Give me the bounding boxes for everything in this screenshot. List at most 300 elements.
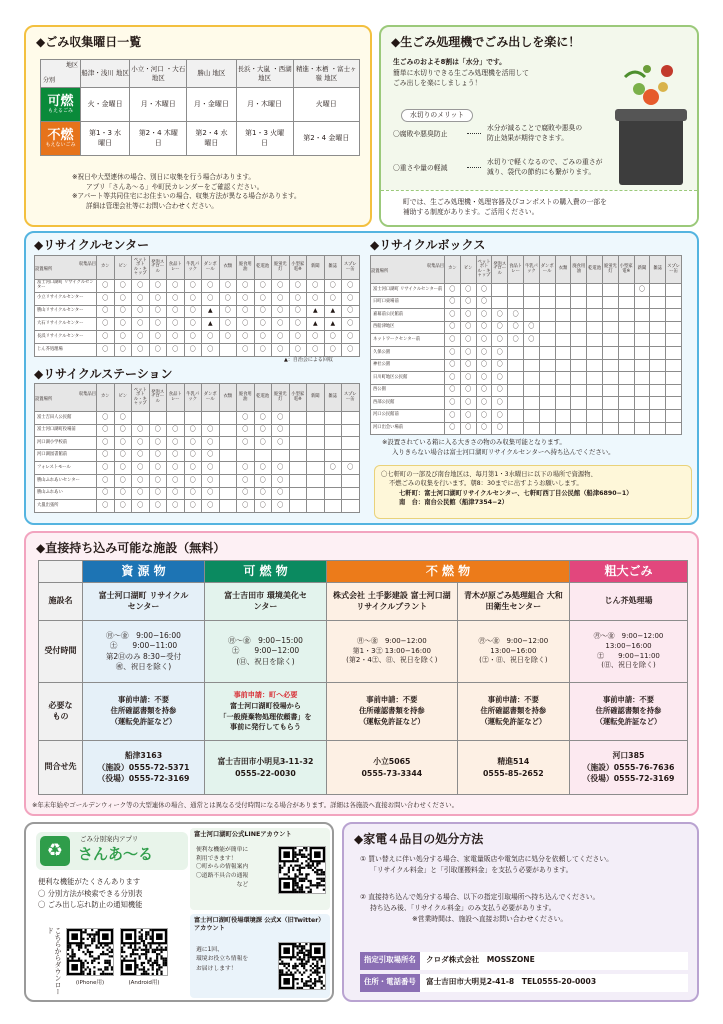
availability-mark: 〇 bbox=[272, 318, 290, 331]
availability-mark bbox=[571, 384, 587, 397]
availability-mark: 〇 bbox=[342, 331, 360, 344]
availability-mark: 〇 bbox=[149, 331, 167, 344]
availability-mark: 〇 bbox=[184, 343, 202, 356]
facility-name: 株式会社 土手影建設 富士河口湖リサイクルプラント bbox=[327, 583, 458, 621]
availability-mark: 〇 bbox=[219, 292, 237, 305]
availability-mark: 〇 bbox=[184, 331, 202, 344]
center-legend: ▲：自治会による回収 bbox=[284, 357, 333, 363]
place1-value: 富士河口湖町リサイクルセンター、七軒町西丁目公民館（船津6890−1） bbox=[424, 489, 633, 497]
availability-mark bbox=[539, 397, 555, 410]
place-name: 長浜リサイクルセンター bbox=[35, 331, 97, 344]
availability-mark: 〇 bbox=[167, 318, 185, 331]
availability-mark: 〇 bbox=[289, 318, 307, 331]
availability-mark bbox=[650, 334, 666, 347]
availability-mark bbox=[602, 409, 618, 422]
availability-mark bbox=[237, 449, 255, 462]
neighborhood-note-line: 不燃ごみの収集を行います。朝8：30までに出すようお願いします。 bbox=[389, 480, 583, 488]
contact-cell bbox=[205, 741, 327, 795]
category-header: 衣類 bbox=[219, 384, 237, 412]
availability-mark: 〇 bbox=[460, 372, 476, 385]
availability-mark bbox=[650, 296, 666, 309]
availability-mark bbox=[602, 384, 618, 397]
availability-mark: 〇 bbox=[184, 487, 202, 500]
availability-mark: 〇 bbox=[184, 424, 202, 437]
availability-mark: 〇 bbox=[445, 334, 461, 347]
availability-mark bbox=[618, 284, 634, 297]
availability-mark bbox=[342, 500, 360, 513]
schedule-note: アプリ「さんあ～る」や町民カレンダーをご確認ください。 bbox=[86, 182, 264, 191]
grid-row bbox=[35, 462, 360, 475]
x-account-text bbox=[196, 946, 248, 974]
availability-mark: 〇 bbox=[132, 292, 150, 305]
availability-mark bbox=[272, 449, 290, 462]
contact-cell bbox=[327, 741, 458, 795]
availability-mark bbox=[508, 346, 524, 359]
availability-mark: 〇 bbox=[97, 343, 115, 356]
availability-mark: 〇 bbox=[132, 318, 150, 331]
needs-cell bbox=[327, 683, 458, 741]
recycle-center-table bbox=[34, 255, 360, 357]
availability-mark bbox=[523, 284, 539, 297]
availability-mark: 〇 bbox=[254, 305, 272, 318]
availability-mark: 〇 bbox=[219, 305, 237, 318]
category-header: 牛乳パック bbox=[184, 256, 202, 280]
app-logo bbox=[36, 832, 188, 870]
availability-mark: 〇 bbox=[492, 422, 508, 435]
availability-mark: 〇 bbox=[167, 331, 185, 344]
availability-mark bbox=[602, 359, 618, 372]
category-header: 発泡スチロール bbox=[149, 384, 167, 412]
header-place-label: 設置場所 bbox=[371, 268, 389, 274]
availability-mark: 〇 bbox=[254, 500, 272, 513]
merit-body-line: 水切りで軽くなるので、ごみの重さが bbox=[487, 158, 603, 166]
availability-mark bbox=[634, 422, 650, 435]
availability-mark bbox=[492, 284, 508, 297]
line-qr-code[interactable] bbox=[278, 846, 326, 894]
availability-mark: 〇 bbox=[114, 487, 132, 500]
place1-label: 七軒町： bbox=[399, 489, 425, 497]
availability-mark: 〇 bbox=[237, 412, 255, 425]
availability-mark: 〇 bbox=[476, 384, 492, 397]
needs-line: 事前申請：不要 bbox=[487, 695, 539, 705]
place-name: 河口出会い場前 bbox=[371, 422, 445, 435]
availability-mark bbox=[508, 422, 524, 435]
facilities-footnote: ※年末年始やゴールデンウィーク等の大型連休の場合、通常とは異なる受付時間になる場合があります。詳細は各施設へ直接お問い合わせください。 bbox=[32, 801, 458, 809]
availability-mark bbox=[508, 384, 524, 397]
availability-mark bbox=[555, 422, 571, 435]
availability-mark: ▲ bbox=[202, 305, 220, 318]
grid-row bbox=[35, 292, 360, 305]
availability-mark bbox=[602, 346, 618, 359]
android-qr-code[interactable] bbox=[120, 928, 168, 976]
availability-mark: 〇 bbox=[167, 500, 185, 513]
facility-name: 富士吉田市 環境美化センター bbox=[205, 583, 327, 621]
availability-mark bbox=[508, 284, 524, 297]
availability-mark bbox=[342, 449, 360, 462]
availability-mark bbox=[523, 346, 539, 359]
availability-mark: 〇 bbox=[237, 424, 255, 437]
category-header: 雑誌 bbox=[650, 256, 666, 284]
availability-mark: 〇 bbox=[202, 462, 220, 475]
availability-mark: 〇 bbox=[237, 280, 255, 293]
availability-mark bbox=[618, 409, 634, 422]
availability-mark: 〇 bbox=[289, 331, 307, 344]
app-feature: 〇 ごみ出し忘れ防止の通知機能 bbox=[38, 900, 143, 910]
merit-body-line: 減り、袋代の節約にも繋がります。 bbox=[487, 167, 596, 176]
contact-line: （役場）0555-72-3169 bbox=[582, 774, 675, 784]
hours-line: ㊊～㊎ 9:00−12:00 bbox=[593, 631, 664, 640]
availability-mark: 〇 bbox=[149, 424, 167, 437]
recycle-box-table bbox=[370, 255, 682, 435]
availability-mark: 〇 bbox=[97, 500, 115, 513]
availability-mark bbox=[508, 397, 524, 410]
line-account-box bbox=[190, 828, 330, 910]
needs-line: 事前申請：不要 bbox=[117, 695, 170, 705]
designated-address-label: 住所・電話番号 bbox=[360, 974, 420, 992]
category-header: 廃蛍光灯 bbox=[272, 256, 290, 280]
schedule-cell: 火曜日 bbox=[293, 88, 359, 122]
availability-mark: 〇 bbox=[492, 359, 508, 372]
burnable-label-cell bbox=[41, 88, 81, 122]
contacts-row bbox=[39, 741, 688, 795]
availability-mark bbox=[555, 334, 571, 347]
availability-mark bbox=[539, 384, 555, 397]
category-header: ペットボトル・キャップ bbox=[476, 256, 492, 284]
availability-mark: 〇 bbox=[132, 305, 150, 318]
availability-mark bbox=[602, 334, 618, 347]
place2-row bbox=[381, 498, 685, 507]
availability-mark bbox=[523, 384, 539, 397]
category-header: 小型家電※ bbox=[289, 384, 307, 412]
availability-mark: 〇 bbox=[114, 437, 132, 450]
contact-cell bbox=[457, 741, 569, 795]
availability-mark bbox=[539, 372, 555, 385]
category-header: 食品トレー bbox=[508, 256, 524, 284]
contact-cell bbox=[570, 741, 688, 795]
grid-row bbox=[371, 359, 682, 372]
schedule-table bbox=[40, 59, 360, 156]
availability-mark: 〇 bbox=[237, 343, 255, 356]
contact-line: （施設）0555-72-5371 bbox=[97, 762, 190, 772]
needs-line: （運転免許証など） bbox=[595, 716, 662, 726]
x-text: 週に1回、 bbox=[196, 947, 223, 953]
availability-mark: 〇 bbox=[476, 397, 492, 410]
availability-mark bbox=[587, 284, 603, 297]
merit-head: 〇腐敗や悪臭防止 bbox=[393, 130, 448, 138]
availability-mark: 〇 bbox=[202, 449, 220, 462]
schedule-note: ※アパート等共同住宅にお住まいの場合、収集方法が異なる場合があります。 bbox=[72, 192, 301, 201]
availability-mark: 〇 bbox=[202, 474, 220, 487]
availability-mark: 〇 bbox=[445, 372, 461, 385]
hours-cell bbox=[83, 621, 205, 683]
availability-mark: 〇 bbox=[114, 318, 132, 331]
availability-mark: 〇 bbox=[202, 424, 220, 437]
availability-mark bbox=[650, 284, 666, 297]
availability-mark bbox=[184, 412, 202, 425]
availability-mark: 〇 bbox=[97, 449, 115, 462]
iphone-qr-code[interactable] bbox=[66, 928, 114, 976]
availability-mark: 〇 bbox=[289, 280, 307, 293]
availability-mark bbox=[219, 449, 237, 462]
availability-mark: 〇 bbox=[476, 409, 492, 422]
availability-mark bbox=[307, 449, 325, 462]
category-header: カン bbox=[445, 256, 461, 284]
availability-mark bbox=[587, 409, 603, 422]
grid-row bbox=[371, 321, 682, 334]
hours-line: ㊏ 9:00−11:00 bbox=[597, 651, 660, 660]
availability-mark bbox=[523, 309, 539, 322]
needs-line: 事前申請：不要 bbox=[366, 695, 418, 705]
app-panel bbox=[24, 822, 334, 1002]
availability-mark: 〇 bbox=[342, 292, 360, 305]
availability-mark bbox=[555, 321, 571, 334]
area-header: 勝山 地区 bbox=[187, 60, 236, 88]
schedule-cell: 月・木曜日 bbox=[236, 88, 293, 122]
availability-mark: 〇 bbox=[272, 500, 290, 513]
availability-mark: 〇 bbox=[492, 309, 508, 322]
availability-mark: 〇 bbox=[460, 321, 476, 334]
availability-mark: ▲ bbox=[202, 318, 220, 331]
contact-cell bbox=[83, 741, 205, 795]
availability-mark bbox=[634, 334, 650, 347]
availability-mark bbox=[666, 309, 682, 322]
availability-mark: 〇 bbox=[460, 334, 476, 347]
line-text: 便利な機能が簡単に bbox=[196, 847, 249, 853]
category-header: 発泡スチロール bbox=[492, 256, 508, 284]
category-header: 雑誌 bbox=[324, 384, 342, 412]
availability-mark: 〇 bbox=[114, 292, 132, 305]
hours-line: (第2・4㊏、㊐、祝日を除く) bbox=[346, 656, 438, 665]
availability-mark bbox=[523, 296, 539, 309]
availability-mark bbox=[666, 359, 682, 372]
facilities-table bbox=[38, 560, 688, 795]
availability-mark bbox=[539, 296, 555, 309]
place-name: 西公園 bbox=[371, 384, 445, 397]
availability-mark: 〇 bbox=[445, 284, 461, 297]
category-header: スプレー缶 bbox=[342, 256, 360, 280]
availability-mark bbox=[650, 309, 666, 322]
hours-row bbox=[39, 621, 688, 683]
needs-line: 住所確認書類を持参 bbox=[480, 706, 547, 716]
availability-mark bbox=[523, 372, 539, 385]
merit-body-line: 防止効果が期待できます。 bbox=[487, 133, 569, 142]
availability-mark: 〇 bbox=[508, 309, 524, 322]
availability-mark: 〇 bbox=[324, 343, 342, 356]
needs-cell bbox=[457, 683, 569, 741]
availability-mark bbox=[571, 309, 587, 322]
availability-mark bbox=[555, 359, 571, 372]
availability-mark bbox=[167, 412, 185, 425]
category-header: ダンボール bbox=[539, 256, 555, 284]
appliance-line: ① 買い替えに伴い処分する場合、家電量販店や電気店に処分を依頼してください。 bbox=[360, 855, 613, 863]
category-header: 乾電池 bbox=[254, 384, 272, 412]
facility-name: 富士河口湖町 リサイクルセンター bbox=[83, 583, 205, 621]
needs-line: （運転免許証など） bbox=[110, 716, 177, 726]
recycle-center-title: ◆リサイクルセンター bbox=[34, 238, 150, 252]
availability-mark bbox=[307, 462, 325, 475]
availability-mark: 〇 bbox=[167, 437, 185, 450]
grid-row bbox=[35, 424, 360, 437]
schedule-cell: 火・金曜日 bbox=[81, 88, 130, 122]
availability-mark bbox=[666, 372, 682, 385]
availability-mark bbox=[555, 397, 571, 410]
neighborhood-note bbox=[374, 465, 692, 519]
availability-mark bbox=[602, 284, 618, 297]
hours-line: (㊐、祝日を除く) bbox=[236, 656, 295, 666]
place-name: 勝山リサイクルセンター bbox=[35, 305, 97, 318]
availability-mark: 〇 bbox=[114, 343, 132, 356]
place-name: 神社公園 bbox=[371, 359, 445, 372]
availability-mark: 〇 bbox=[460, 409, 476, 422]
corner-area-label: 地区 bbox=[65, 62, 78, 69]
category-header: カン bbox=[97, 384, 115, 412]
category-header: 衣類 bbox=[555, 256, 571, 284]
box-note: 入りきらない場合は富士河口湖町リサイクルセンターへ持ち込んでください。 bbox=[392, 447, 615, 456]
hours-line: 13:00−16:00 bbox=[605, 641, 652, 650]
group-recyclable-header: 資 源 物 bbox=[83, 561, 205, 583]
category-header: 牛乳パック bbox=[523, 256, 539, 284]
availability-mark: 〇 bbox=[324, 462, 342, 475]
availability-mark: 〇 bbox=[219, 318, 237, 331]
availability-mark bbox=[508, 409, 524, 422]
availability-mark bbox=[618, 372, 634, 385]
availability-mark bbox=[602, 321, 618, 334]
appliance-line: 持ち込み後、「リサイクル料金」のみ支払う必要があります。 bbox=[370, 903, 556, 912]
availability-mark: 〇 bbox=[272, 437, 290, 450]
availability-mark: 〇 bbox=[272, 462, 290, 475]
availability-mark bbox=[634, 346, 650, 359]
hours-line: ㊊～㊎ 9:00−15:00 bbox=[228, 635, 303, 645]
availability-mark: 〇 bbox=[167, 474, 185, 487]
place-name: 日町口東場前 bbox=[371, 296, 445, 309]
availability-mark bbox=[666, 397, 682, 410]
availability-mark: 〇 bbox=[237, 474, 255, 487]
grid-row bbox=[371, 346, 682, 359]
grid-row bbox=[371, 284, 682, 297]
availability-mark: 〇 bbox=[237, 437, 255, 450]
availability-mark: 〇 bbox=[508, 334, 524, 347]
box-notes bbox=[382, 438, 615, 458]
schedule-notes bbox=[72, 173, 301, 211]
availability-mark: 〇 bbox=[132, 437, 150, 450]
availability-mark bbox=[571, 346, 587, 359]
availability-mark: 〇 bbox=[167, 462, 185, 475]
availability-mark: 〇 bbox=[97, 412, 115, 425]
place-name: 西船津地区 bbox=[371, 321, 445, 334]
place-name: 西部公民館 bbox=[371, 397, 445, 410]
availability-mark bbox=[523, 422, 539, 435]
category-header: ダンボール bbox=[202, 384, 220, 412]
app-feature: 〇 分別方法が検索できる分別表 bbox=[38, 888, 143, 898]
availability-mark: 〇 bbox=[523, 334, 539, 347]
availability-mark bbox=[219, 437, 237, 450]
grid-row bbox=[35, 331, 360, 344]
availability-mark: 〇 bbox=[184, 449, 202, 462]
availability-mark bbox=[149, 412, 167, 425]
availability-mark: 〇 bbox=[254, 292, 272, 305]
availability-mark bbox=[634, 296, 650, 309]
availability-mark bbox=[587, 397, 603, 410]
availability-mark: 〇 bbox=[132, 424, 150, 437]
iphone-label: (iPhone用) bbox=[75, 980, 105, 986]
availability-mark bbox=[618, 397, 634, 410]
availability-mark bbox=[602, 309, 618, 322]
availability-mark: 〇 bbox=[132, 474, 150, 487]
availability-mark: 〇 bbox=[202, 500, 220, 513]
availability-mark: 〇 bbox=[460, 296, 476, 309]
availability-mark bbox=[307, 474, 325, 487]
schedule-cell: 第2・4 木曜日 bbox=[130, 122, 187, 156]
category-header: 新聞 bbox=[634, 256, 650, 284]
availability-mark bbox=[634, 372, 650, 385]
recycle-icon: ♻ bbox=[40, 836, 70, 866]
category-header: 新聞 bbox=[307, 384, 325, 412]
place-name: 富士吉田人公民館 bbox=[35, 412, 97, 425]
availability-mark bbox=[289, 412, 307, 425]
availability-mark: 〇 bbox=[492, 384, 508, 397]
availability-mark: 〇 bbox=[202, 343, 220, 356]
availability-mark: 〇 bbox=[492, 397, 508, 410]
availability-mark: 〇 bbox=[445, 409, 461, 422]
availability-mark: 〇 bbox=[149, 487, 167, 500]
availability-mark: 〇 bbox=[114, 449, 132, 462]
availability-mark bbox=[539, 321, 555, 334]
grid-row bbox=[371, 372, 682, 385]
garbage-footer-line: 補助する制度があります。ご活用ください。 bbox=[403, 208, 539, 217]
x-account-title: 富士河口湖町役場環境課 公式X（旧Twitter）アカウント bbox=[194, 917, 325, 933]
download-label: こちらからダウンロード bbox=[45, 927, 61, 995]
availability-mark: 〇 bbox=[254, 424, 272, 437]
category-header: ビン bbox=[114, 256, 132, 280]
availability-mark bbox=[555, 309, 571, 322]
category-header: カン bbox=[97, 256, 115, 280]
availability-mark bbox=[650, 409, 666, 422]
designated-address-row bbox=[360, 974, 688, 992]
recycle-box-title: ◆リサイクルボックス bbox=[370, 238, 486, 252]
x-qr-code[interactable] bbox=[278, 942, 326, 990]
availability-mark bbox=[602, 296, 618, 309]
category-header: ペットボトル・キャップ bbox=[132, 384, 150, 412]
availability-mark bbox=[324, 474, 342, 487]
availability-mark bbox=[634, 397, 650, 410]
availability-mark: 〇 bbox=[342, 305, 360, 318]
availability-mark bbox=[650, 422, 666, 435]
box-note: ※設置されている箱に入る大きさの物のみ収集可能となります。 bbox=[382, 438, 566, 446]
contact-line: （役場）0555-72-3169 bbox=[97, 774, 190, 784]
merit-body bbox=[487, 158, 602, 178]
category-header: 食品トレー bbox=[167, 384, 185, 412]
availability-mark: 〇 bbox=[167, 487, 185, 500]
availability-mark: 〇 bbox=[254, 318, 272, 331]
availability-mark: 〇 bbox=[202, 280, 220, 293]
nonburnable-label-cell bbox=[41, 122, 81, 156]
availability-mark: 〇 bbox=[132, 280, 150, 293]
availability-mark: 〇 bbox=[307, 280, 325, 293]
availability-mark bbox=[523, 397, 539, 410]
availability-mark bbox=[324, 437, 342, 450]
availability-mark bbox=[602, 372, 618, 385]
availability-mark: 〇 bbox=[97, 424, 115, 437]
availability-mark: 〇 bbox=[272, 292, 290, 305]
availability-mark: 〇 bbox=[272, 280, 290, 293]
availability-mark bbox=[523, 359, 539, 372]
availability-mark: 〇 bbox=[149, 305, 167, 318]
place2-label: 南 台： bbox=[399, 499, 425, 507]
android-label: (Android用) bbox=[128, 980, 160, 986]
availability-mark: 〇 bbox=[460, 346, 476, 359]
needs-line: 住所確認書類を持参 bbox=[359, 706, 425, 716]
garbage-footer bbox=[381, 190, 697, 227]
